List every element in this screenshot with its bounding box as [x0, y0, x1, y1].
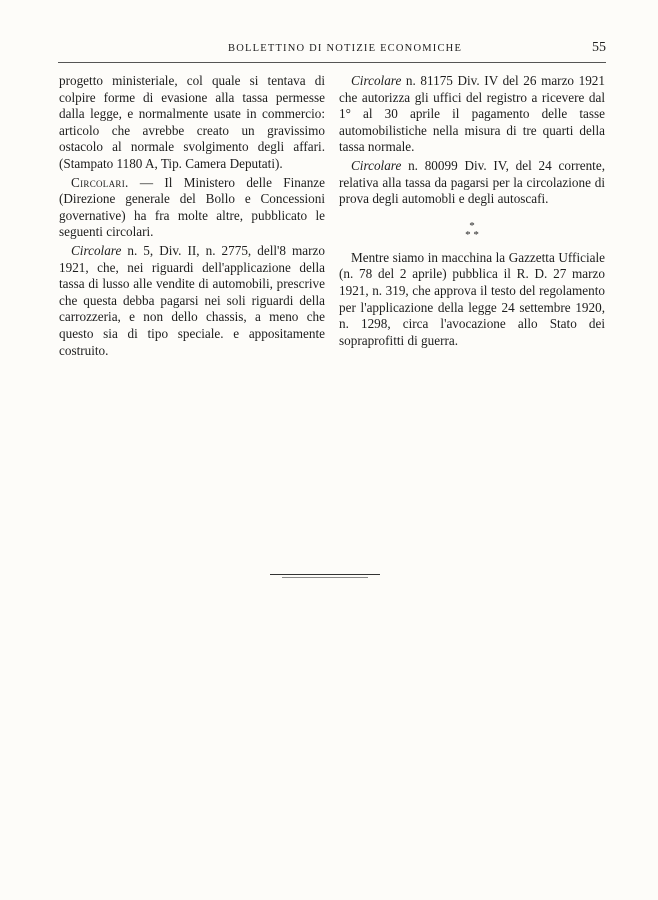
paragraph-circolari	[59, 175, 325, 241]
asterism-divider	[339, 219, 605, 241]
running-title: BOLLETTINO DI NOTIZIE ECONOMICHE	[228, 43, 463, 54]
paragraph-gazzetta: Mentre siamo in macchina la Gazzetta Ufficiale (n. 78 del 2 aprile) pubblica il R. D. 27 marzo 1921, n. 319, che approva il testo del regolamento per l'applicazione della legge 24 settembre 1920, n. 1298, circa l'avocazione allo Stato dei sopraprofitti di guerra.	[339, 249, 605, 348]
circolari-text: — Il Ministero delle Finanze (Direzione generale del Bollo e Concessioni governative) ha fra molte altre, pubblicato le seguenti circolari.	[59, 174, 325, 240]
circolare-2775-text: n. 5, Div. II, n. 2775, dell'8 marzo 1921, che, nei riguardi dell'applicazione della tassa di lusso alle vendite di automobili, prescrive che questa debba pagarsi nei soli riguardi della carrozzeria, e non dello chassis, a meno che questo sia di tipo speciale. e appositamente costruito.	[59, 242, 325, 358]
header-rule	[58, 62, 606, 63]
circolare-label: Circolare	[351, 73, 402, 88]
page-number: 55	[592, 40, 606, 55]
circolare-81175-text: n. 81175 Div. IV del 26 marzo 1921 che autorizza gli uffici del registro a ricevere dal 1° al 30 aprile il pagamento delle tasse automobilistiche nella misura di tre quarti della tassa normale.	[339, 73, 605, 155]
asterism-top: *	[469, 219, 475, 232]
left-column	[59, 73, 325, 359]
asterism-bottom: * *	[465, 228, 479, 241]
paragraph-circolare-80099	[339, 158, 605, 208]
paragraph-progetto: progetto ministeriale, col quale si tentava di colpire forme di evasione alla tassa permesse dalla legge, e normalmente usate in commercio: articolo che avrebbe creato un gravissimo ostacolo al normale svolgimento degli affari. (Stampato 1180 A, Tip. Camera Deputati).	[59, 73, 325, 171]
circolare-label: Circolare	[351, 157, 402, 173]
end-rule-secondary	[282, 577, 368, 578]
circolare-80099-text: n. 80099 Div. IV, del 24 corrente, relativa alla tassa da pagarsi per la circolazione di prova degli automobli e degli autoscafi.	[339, 157, 605, 207]
circolare-label: Circolare	[71, 242, 122, 258]
right-column	[339, 73, 605, 349]
end-rule	[270, 574, 380, 575]
paragraph-circolare-81175	[339, 73, 605, 156]
running-head	[58, 40, 606, 60]
circolari-heading: Circolari.	[71, 174, 129, 190]
paragraph-circolare-2775	[59, 243, 325, 359]
